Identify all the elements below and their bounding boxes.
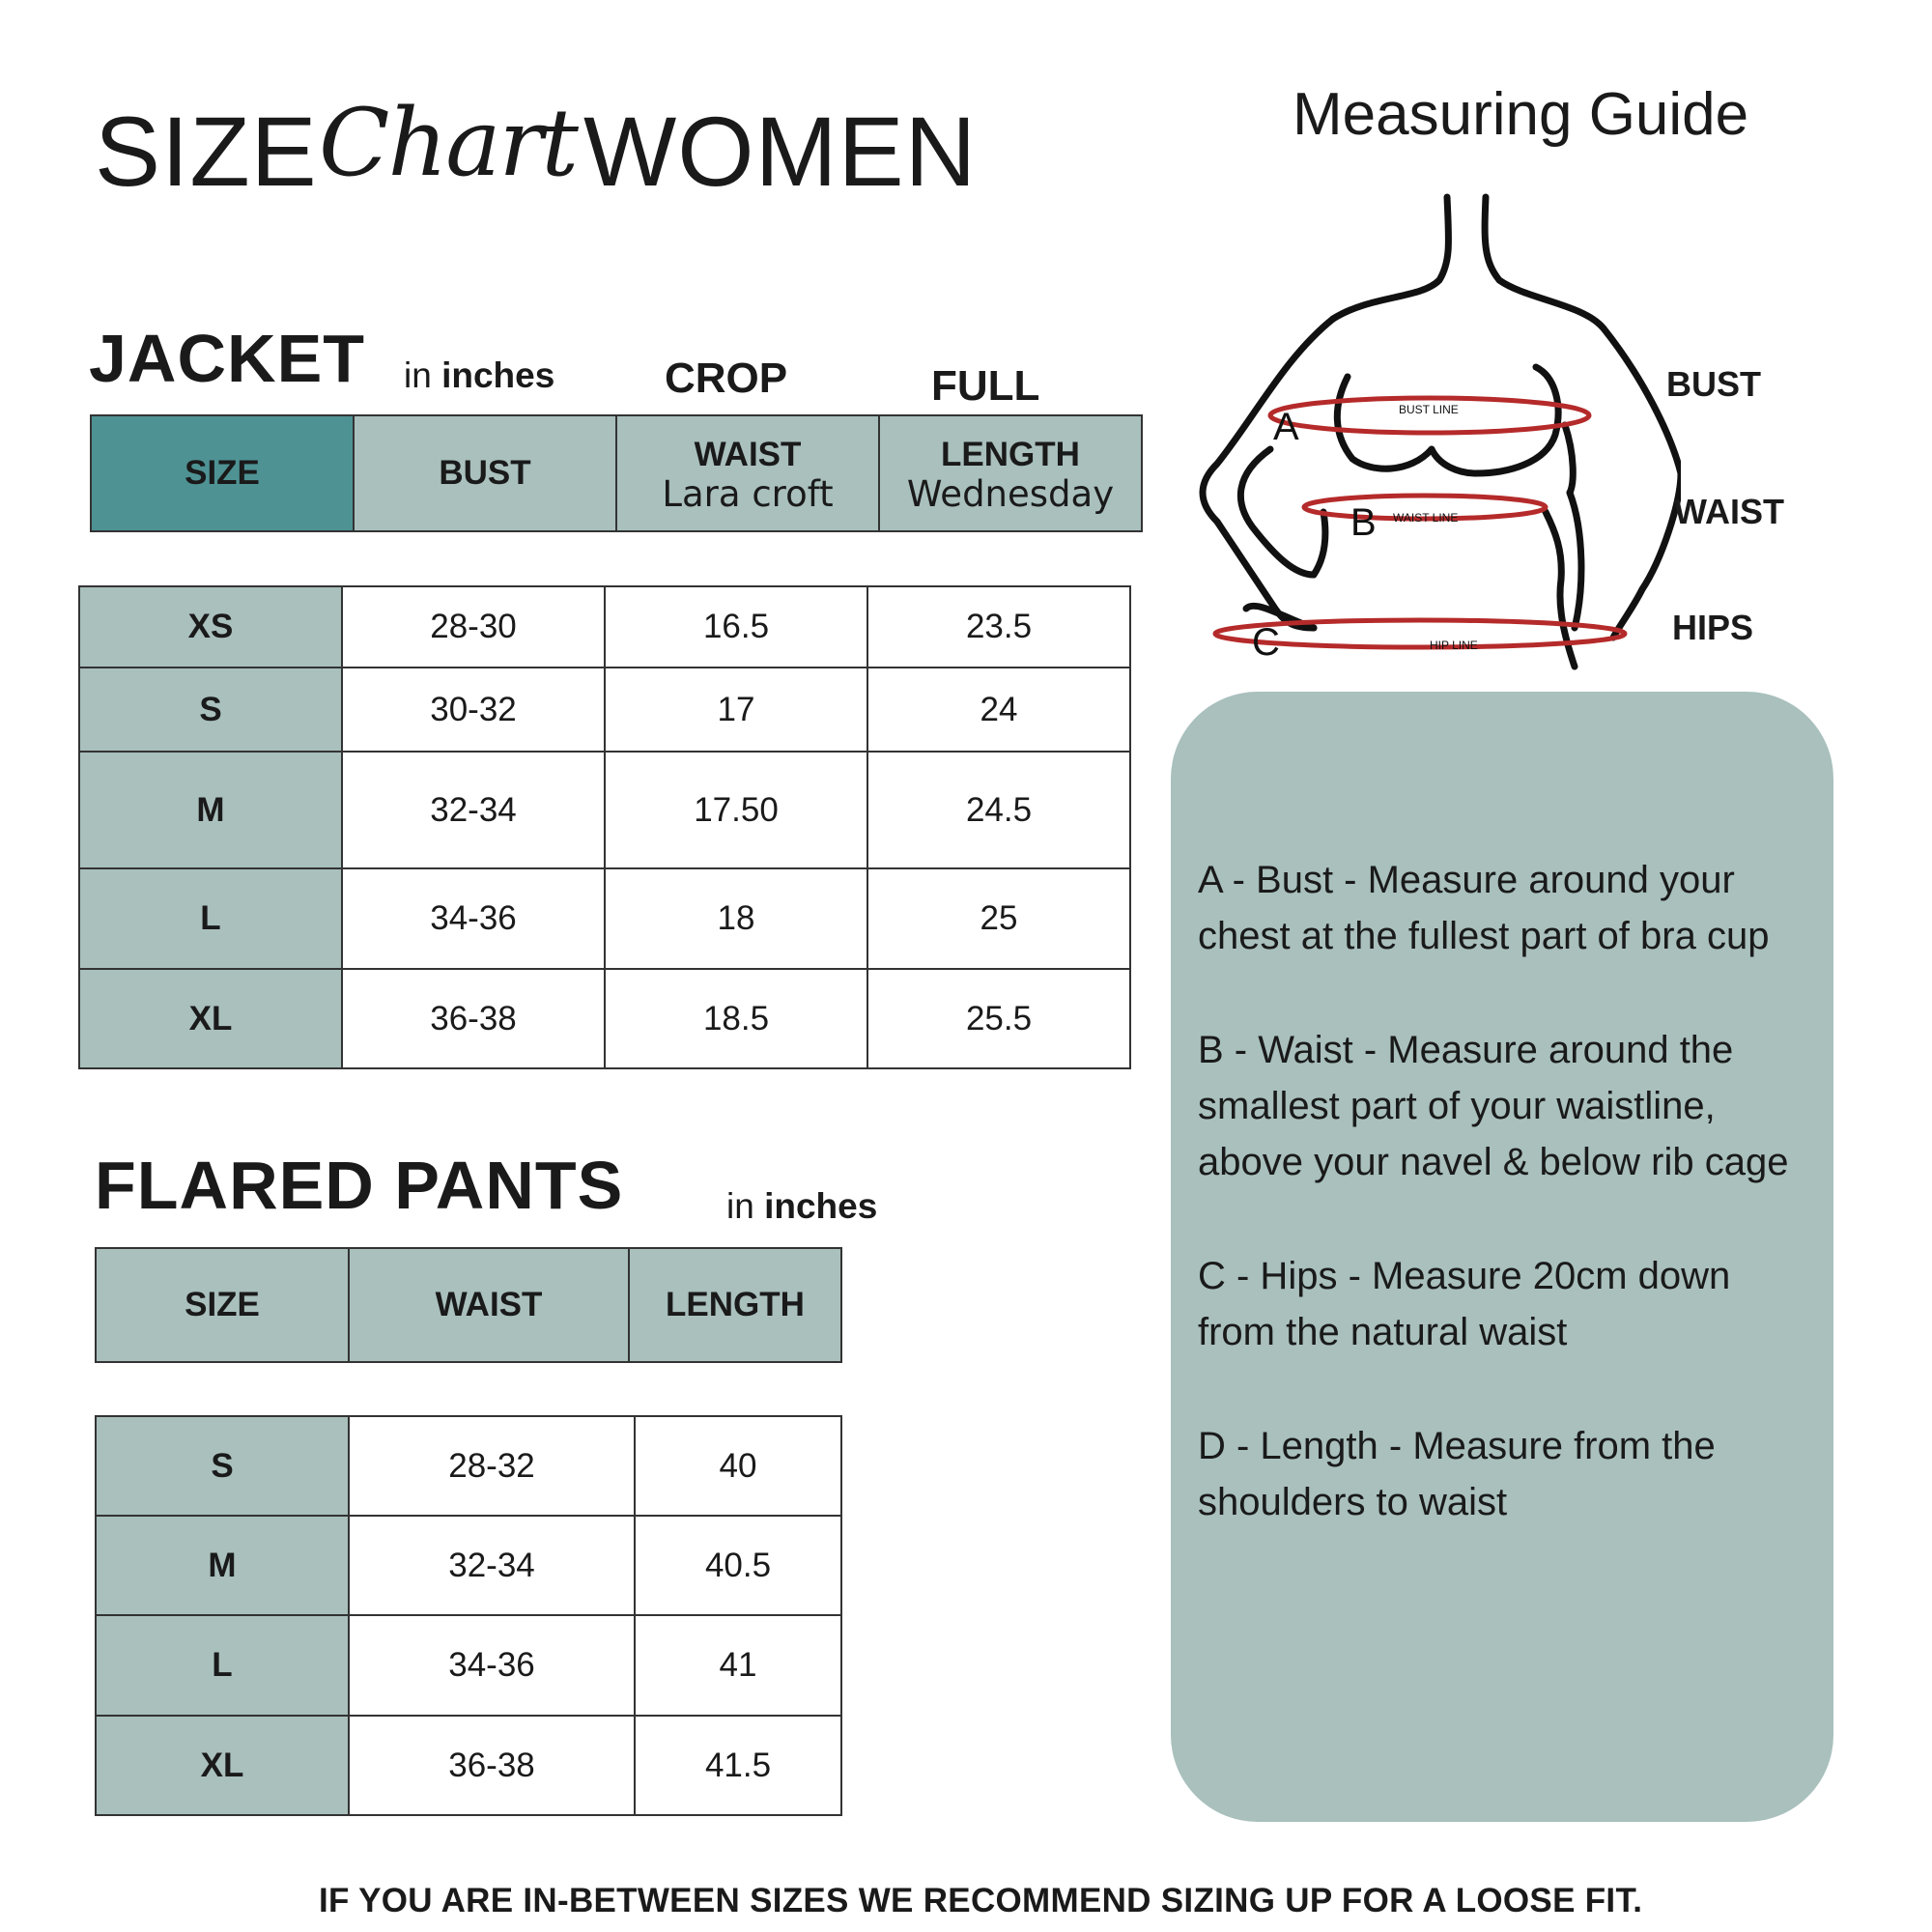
pants-header-size: SIZE xyxy=(96,1248,349,1362)
table-cell: 25.5 xyxy=(867,969,1130,1068)
jacket-header-waist: WAIST Lara croft xyxy=(616,415,879,531)
pants-size-table xyxy=(95,1415,842,1816)
table-row xyxy=(96,1416,841,1516)
table-cell: 36-38 xyxy=(349,1716,635,1815)
table-row xyxy=(96,1516,841,1615)
table-cell-size: XL xyxy=(96,1716,349,1815)
title-script-chart: Chart xyxy=(319,89,577,197)
jacket-header-waist-sub: Lara croft xyxy=(662,472,834,515)
table-cell-size: XS xyxy=(79,586,342,668)
jacket-header-bust: BUST xyxy=(354,415,616,531)
table-cell: 28-30 xyxy=(342,586,605,668)
table-row xyxy=(79,586,1130,668)
table-cell: 16.5 xyxy=(605,586,867,668)
table-row xyxy=(79,868,1130,969)
figure-letter-a: A xyxy=(1273,406,1299,448)
table-cell: 24 xyxy=(867,668,1130,752)
table-cell-size: L xyxy=(96,1615,349,1716)
pants-header-table xyxy=(95,1247,842,1363)
bust-line-text: BUST LINE xyxy=(1399,403,1459,416)
table-cell-size: S xyxy=(96,1416,349,1516)
table-row xyxy=(79,668,1130,752)
table-cell: 23.5 xyxy=(867,586,1130,668)
pants-unit: in inches xyxy=(726,1186,878,1226)
table-cell: 41 xyxy=(635,1615,841,1716)
table-cell: 17 xyxy=(605,668,867,752)
group-label-full: FULL xyxy=(931,362,1040,410)
table-cell: 41.5 xyxy=(635,1716,841,1815)
jacket-header-table xyxy=(90,414,1143,532)
title-size: SIZE xyxy=(95,97,318,207)
table-cell: 34-36 xyxy=(349,1615,635,1716)
table-cell: 30-32 xyxy=(342,668,605,752)
pants-header-waist: WAIST xyxy=(349,1248,629,1362)
pants-title: FLARED PANTS xyxy=(95,1148,624,1223)
guide-label-bust: BUST xyxy=(1666,364,1761,404)
figure-letter-c: C xyxy=(1252,621,1280,664)
jacket-size-table xyxy=(78,585,1131,1069)
measuring-instructions-panel xyxy=(1171,692,1833,1822)
body-outline-illustration xyxy=(1179,184,1681,676)
instruction-waist: B - Waist - Measure around the smallest part of your waistline, above your navel & below rib cage xyxy=(1198,1029,1789,1183)
table-cell: 17.50 xyxy=(605,752,867,868)
table-cell: 25 xyxy=(867,868,1130,969)
jacket-unit: in inches xyxy=(404,355,555,395)
table-cell: 32-34 xyxy=(342,752,605,868)
guide-label-waist: WAIST xyxy=(1674,492,1784,531)
table-cell: 18.5 xyxy=(605,969,867,1068)
group-label-crop: CROP xyxy=(665,355,788,402)
title-women: WOMEN xyxy=(583,97,978,207)
jacket-header-size: SIZE xyxy=(91,415,354,531)
instruction-length: D - Length - Measure from the shoulders to waist xyxy=(1198,1425,1716,1523)
jacket-header-length: LENGTH Wednesday xyxy=(879,415,1142,531)
jacket-title: JACKET xyxy=(89,321,366,396)
table-cell: 32-34 xyxy=(349,1516,635,1615)
table-cell-size: XL xyxy=(79,969,342,1068)
figure-letter-b: B xyxy=(1350,501,1377,544)
sizing-advice-footer: IF YOU ARE IN-BETWEEN SIZES WE RECOMMEND SIZING UP FOR A LOOSE FIT. xyxy=(319,1882,1643,1919)
table-cell: 28-32 xyxy=(349,1416,635,1516)
guide-label-hips: HIPS xyxy=(1672,608,1754,647)
table-cell: 24.5 xyxy=(867,752,1130,868)
jacket-header-length-sub: Wednesday xyxy=(906,472,1115,515)
table-cell: 36-38 xyxy=(342,969,605,1068)
table-cell: 40 xyxy=(635,1416,841,1516)
table-cell: 34-36 xyxy=(342,868,605,969)
table-cell-size: M xyxy=(79,752,342,868)
instruction-hips: C - Hips - Measure 20cm down from the natural waist xyxy=(1198,1255,1731,1353)
instruction-bust: A - Bust - Measure around your chest at the fullest part of bra cup xyxy=(1198,859,1770,957)
measuring-guide-title: Measuring Guide xyxy=(1293,81,1749,148)
table-cell: 18 xyxy=(605,868,867,969)
table-cell-size: S xyxy=(79,668,342,752)
table-cell-size: M xyxy=(96,1516,349,1615)
table-row xyxy=(79,969,1130,1068)
table-cell-size: L xyxy=(79,868,342,969)
table-cell: 40.5 xyxy=(635,1516,841,1615)
table-row xyxy=(79,752,1130,868)
waist-line-text: WAIST LINE xyxy=(1393,511,1459,525)
hip-line-text: HIP LINE xyxy=(1430,639,1478,652)
pants-header-length: LENGTH xyxy=(629,1248,841,1362)
table-row xyxy=(96,1716,841,1815)
table-row xyxy=(96,1615,841,1716)
